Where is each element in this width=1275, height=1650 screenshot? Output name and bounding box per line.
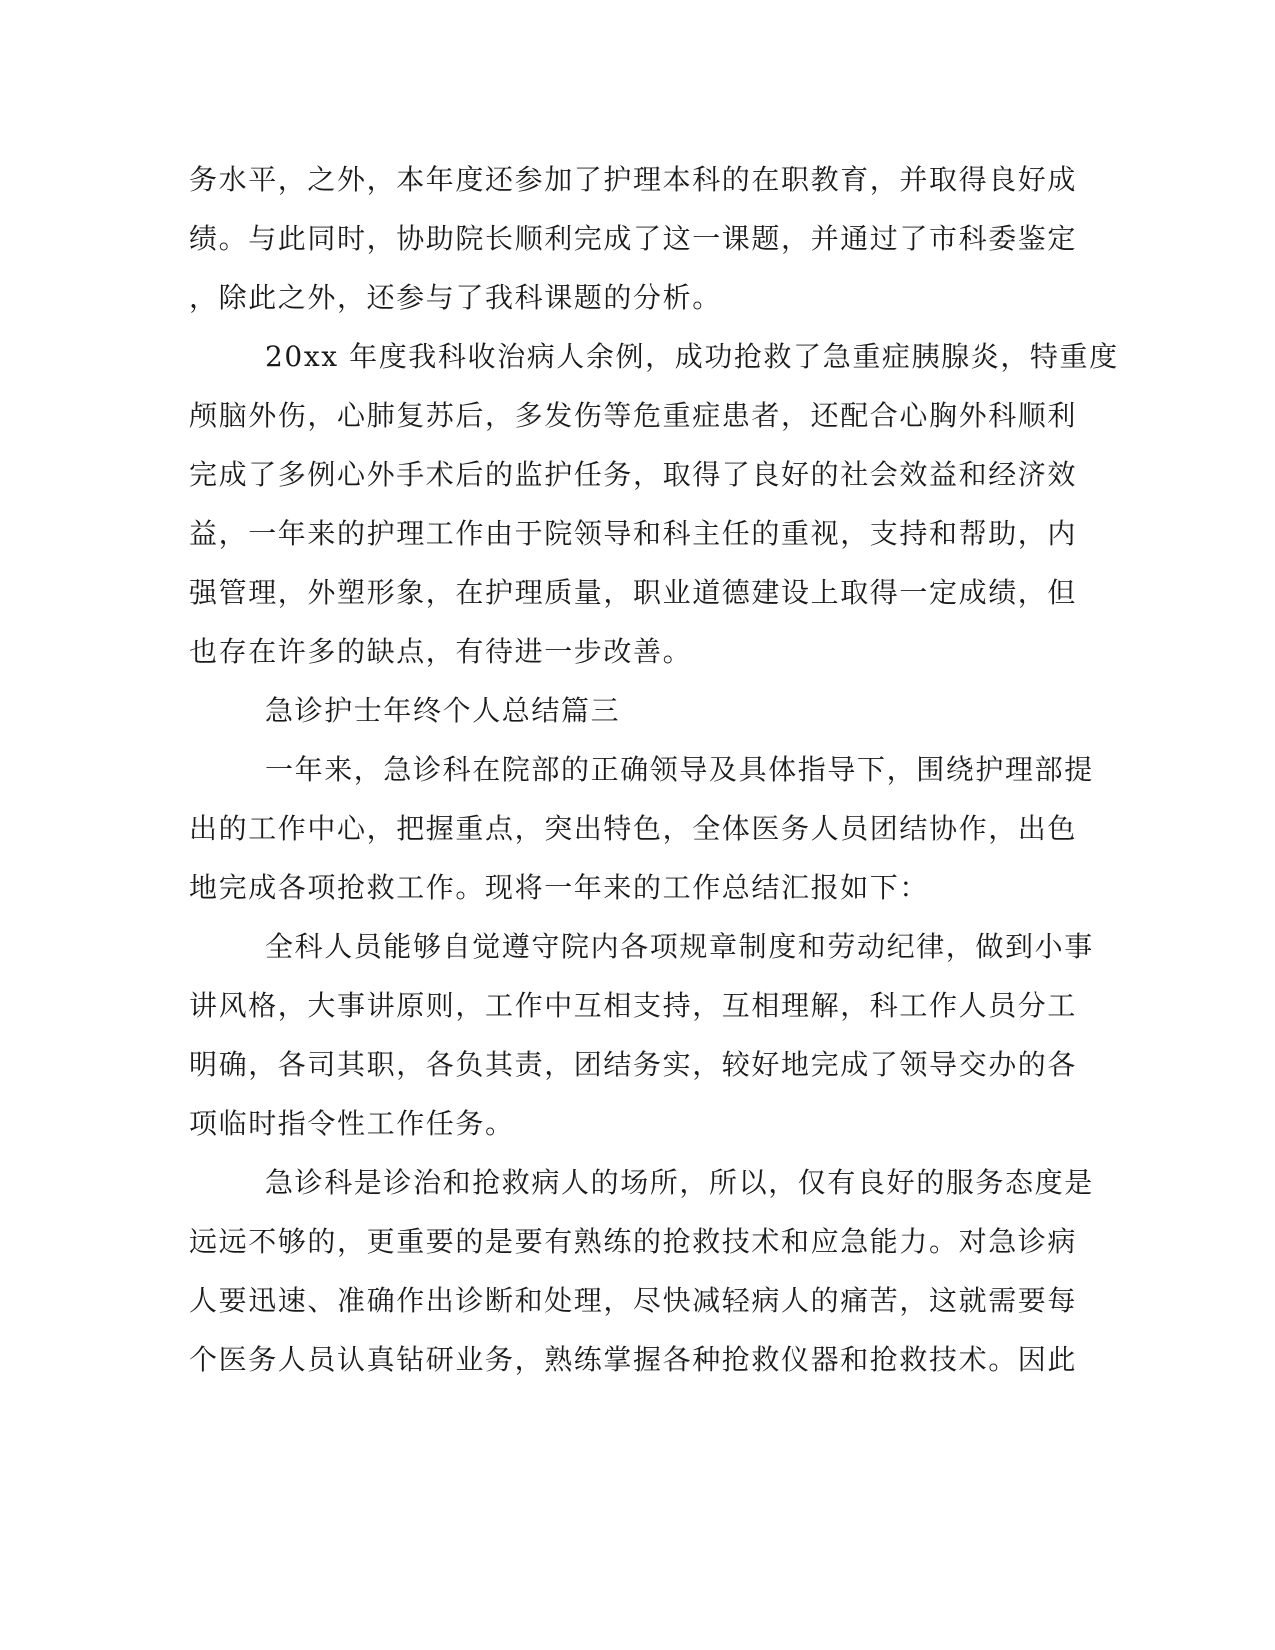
- text-line: 强管理，外塑形象，在护理质量，职业道德建设上取得一定成绩，但: [189, 576, 1078, 609]
- text-line: 人要迅速、准确作出诊断和处理，尽快减轻病人的痛苦，这就需要每: [189, 1284, 1078, 1317]
- text-line: 绩。与此同时，协助院长顺利完成了这一课题，并通过了市科委鉴定: [189, 222, 1078, 255]
- text-line: 也存在许多的缺点，有待进一步改善。: [189, 635, 693, 668]
- text-line: 讲风格，大事讲原则，工作中互相支持，互相理解，科工作人员分工: [189, 989, 1078, 1022]
- section-heading: 急诊护士年终个人总结篇三: [265, 694, 621, 727]
- text-line: 明确，各司其职，各负其责，团结务实，较好地完成了领导交办的各: [189, 1048, 1078, 1081]
- paragraph-first-line: 一年来，急诊科在院部的正确领导及具体指导下，围绕护理部提: [265, 753, 1094, 786]
- text-line: 远远不够的，更重要的是要有熟练的抢救技术和应急能力。对急诊病: [189, 1225, 1078, 1258]
- paragraph-first-line: 全科人员能够自觉遵守院内各项规章制度和劳动纪律，做到小事: [265, 930, 1094, 963]
- text-line: 务水平，之外，本年度还参加了护理本科的在职教育，并取得良好成: [189, 163, 1078, 196]
- paragraph-first-line: 20xx 年度我科收治病人余例，成功抢救了急重症胰腺炎，特重度: [265, 340, 1119, 373]
- text-line: 颅脑外伤，心肺复苏后，多发伤等危重症患者，还配合心胸外科顺利: [189, 399, 1078, 432]
- paragraph-first-line: 急诊科是诊治和抢救病人的场所，所以，仅有良好的服务态度是: [265, 1166, 1094, 1199]
- text-line: 完成了多例心外手术后的监护任务，取得了良好的社会效益和经济效: [189, 458, 1078, 491]
- text-line: 出的工作中心，把握重点，突出特色，全体医务人员团结协作，出色: [189, 812, 1078, 845]
- text-line: 益，一年来的护理工作由于院领导和科主任的重视，支持和帮助，内: [189, 517, 1078, 550]
- text-line: ，除此之外，还参与了我科课题的分析。: [189, 281, 722, 314]
- text-line: 地完成各项抢救工作。现将一年来的工作总结汇报如下：: [189, 871, 930, 904]
- text-line: 项临时指令性工作任务。: [189, 1107, 515, 1140]
- text-line: 个医务人员认真钻研业务，熟练掌握各种抢救仪器和抢救技术。因此: [189, 1343, 1078, 1376]
